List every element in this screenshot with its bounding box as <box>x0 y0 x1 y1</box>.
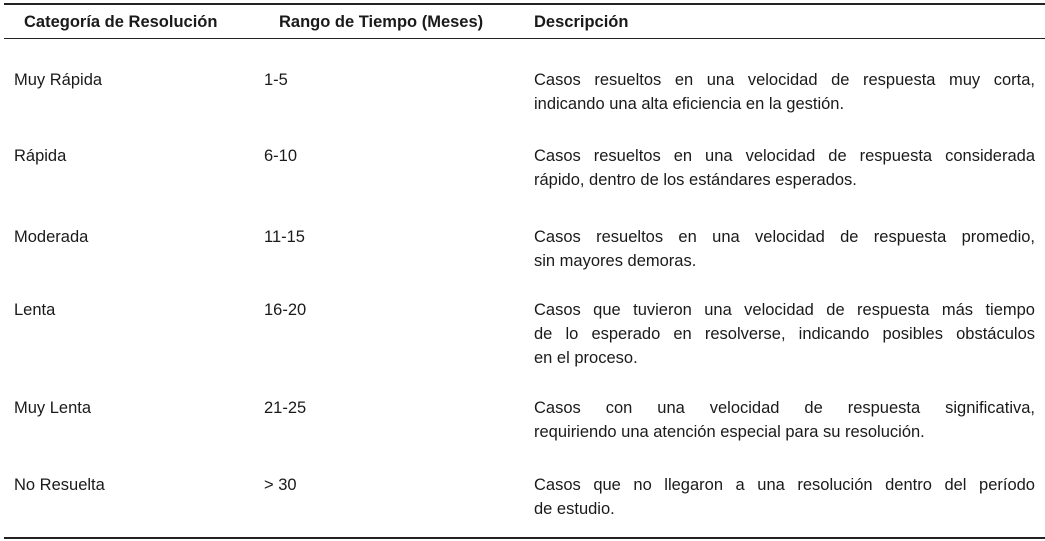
description-line: Casos que tuvieron una velocidad de respuesta más tiempo <box>534 301 1035 319</box>
header-range: Rango de Tiempo (Meses) <box>279 13 484 31</box>
table-top-rule <box>4 3 1045 5</box>
header-description: Descripción <box>534 13 629 31</box>
row-category: Rápida <box>14 147 67 165</box>
row-description <box>534 473 1035 521</box>
row-category: Lenta <box>14 301 56 319</box>
description-line: sin mayores demoras. <box>534 252 697 270</box>
row-description <box>534 144 1035 192</box>
row-category: Moderada <box>14 228 89 246</box>
row-category: Muy Lenta <box>14 399 92 417</box>
row-range: 16-20 <box>264 301 307 319</box>
description-line: requiriendo una atención especial para su resolución. <box>534 423 925 441</box>
header-category: Categoría de Resolución <box>24 13 218 31</box>
row-range: 21-25 <box>264 399 307 417</box>
row-range: 6-10 <box>264 147 298 165</box>
description-line: en el proceso. <box>534 349 638 367</box>
description-line: Casos resueltos en una velocidad de respuesta muy corta, <box>534 71 1035 89</box>
row-description <box>534 225 1035 273</box>
row-category: Muy Rápida <box>14 71 103 89</box>
row-range: > 30 <box>264 476 297 494</box>
row-description <box>534 68 1035 116</box>
description-line: Casos resueltos en una velocidad de respuesta considerada <box>534 147 1035 165</box>
description-line: de lo esperado en resolverse, indicando posibles obstáculos <box>534 325 1035 343</box>
description-line: de estudio. <box>534 500 615 518</box>
description-line: Casos con una velocidad de respuesta significativa, <box>534 399 1035 417</box>
row-category: No Resuelta <box>14 476 105 494</box>
description-line: rápido, dentro de los estándares esperados. <box>534 171 857 189</box>
row-range: 11-15 <box>264 228 305 246</box>
row-range: 1-5 <box>264 71 288 89</box>
table-bottom-rule <box>4 537 1045 539</box>
row-description <box>534 298 1035 370</box>
header-rule <box>4 38 1045 39</box>
description-line: Casos resueltos en una velocidad de respuesta promedio, <box>534 228 1035 246</box>
description-line: Casos que no llegaron a una resolución dentro del período <box>534 476 1035 494</box>
row-description <box>534 396 1035 444</box>
description-line: indicando una alta eficiencia en la gestión. <box>534 95 845 113</box>
